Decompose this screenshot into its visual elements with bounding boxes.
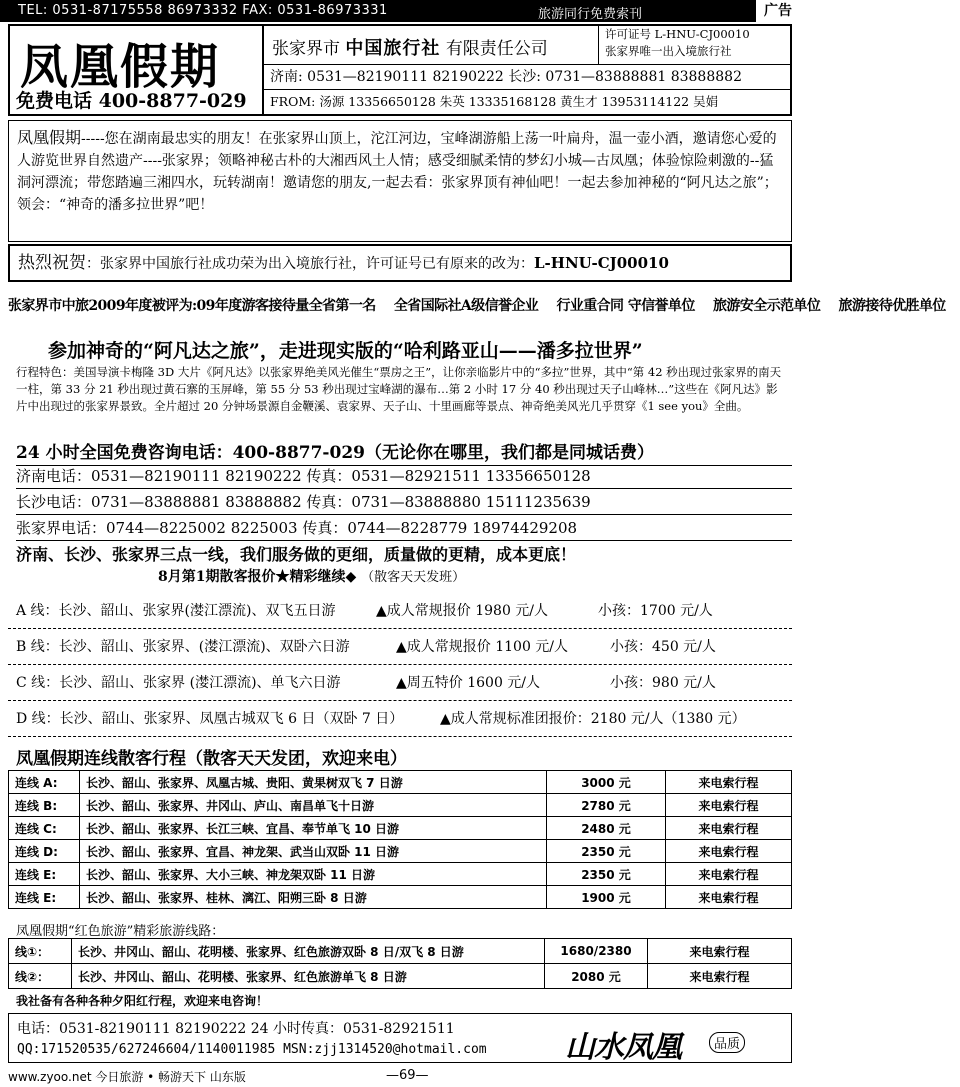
table-row xyxy=(9,863,792,886)
red-id: 线②： xyxy=(9,964,72,989)
city-phone-row: 长沙电话：0731—83888881 83888882 传真：0731—83888880 15111235639 xyxy=(16,490,792,515)
congrats-text: ：张家界中国旅行社成功荣为出入境旅行社，许可证号已有原来的改为： xyxy=(86,256,534,272)
congrats-label: 热烈祝贺 xyxy=(18,253,86,273)
divider xyxy=(8,628,792,629)
route-name: D 线：长沙、韶山、张家界、凤凰古城双飞 6 日（双卧 7 日） xyxy=(16,711,404,727)
route-row xyxy=(16,636,792,656)
august-note: （散客天天发班） xyxy=(361,570,466,585)
route-name: A 线：长沙、韶山、张家界(漤江漂流)、双飞五日游 xyxy=(16,603,336,619)
city-phone-row: 济南电话：0531—82190111 82190222 传真：0531—82921511 13356650128 xyxy=(16,464,792,489)
route-name: B 线：长沙、韶山、张家界、(漤江漂流)、双卧六日游 xyxy=(16,639,350,655)
brand-free-phone: 免费电话 400-8877-029 xyxy=(16,90,247,112)
line-price: 2780 元 xyxy=(547,794,666,817)
brand-block xyxy=(10,26,264,114)
divider xyxy=(8,664,792,665)
divider xyxy=(8,736,792,737)
city-phone-row: 张家界电话：0744—8225002 8225003 传真：0744—8228779 18974429208 xyxy=(16,516,792,541)
line-price: 2350 元 xyxy=(547,863,666,886)
tour-feature-text: 行程特色：美国导演卡梅隆 3D 大片《阿凡达》以张家界绝美风光催生“票房之王”，让你亲临影片中的“多拉”世界，其中“第 42 秒出现过张家界的南天一柱，第 33 分 21 秒出现过黄石寨的玉屏峰，第 55 分 53 秒出现过宝峰湖的瀑布…第 2 小时 17 分 40 秒出现过天子山峰林…”这些在《阿凡达》影片中出现过的张家界景致。全片超过 20 分钟场景源自金鞭溪、袁家界、天子山、十里画廊等景点、神奇绝美风光几乎贯穿《1 see you》全曲。 xyxy=(16,365,782,413)
line-tours-table xyxy=(8,770,792,909)
table-row xyxy=(9,964,792,989)
line-route: 长沙、韶山、张家界、凤凰古城、贵阳、黄果树双飞 7 日游 xyxy=(80,771,547,794)
table-row xyxy=(9,794,792,817)
award-item: 张家界市中旅2009年度被评为:09年度游客接待量全省第一名 xyxy=(8,298,376,314)
contact-phone-line: 电话：0531-82190111 82190222 24 小时传真：0531-82921511 xyxy=(17,1021,455,1037)
service-slogan: 济南、长沙、张家界三点一线，我们服务做的更细，质量做的更精，成本更底！ xyxy=(16,545,577,564)
table-row xyxy=(9,840,792,863)
award-item: 全省国际社A级信誉企业 xyxy=(393,298,539,314)
contact-im-line: QQ:171520535/627246604/1140011985 MSN:zjj1314520@hotmail.com xyxy=(17,1042,487,1057)
route-child-price: 小孩：450 元/人 xyxy=(610,639,716,655)
line-price: 3000 元 xyxy=(547,771,666,794)
line-contact: 来电索行程 xyxy=(666,886,792,909)
table-row xyxy=(9,771,792,794)
route-price: ▲成人常规报价 1980 元/人 xyxy=(376,603,549,619)
top-tagline: 旅游同行免费索刊 xyxy=(538,7,643,22)
route-child-price: 小孩：980 元/人 xyxy=(610,675,716,691)
line-price: 2350 元 xyxy=(547,840,666,863)
red-route: 长沙、井冈山、韶山、花明楼、张家界、红色旅游双卧 8 日/双飞 8 日游 xyxy=(72,939,545,964)
line-route: 长沙、韶山、张家界、桂林、漓江、阳朔三卧 8 日游 xyxy=(80,886,547,909)
license-number: 许可证号 L-HNU-CJ00010 xyxy=(605,27,750,41)
shanshui-logo: 山水凤凰 xyxy=(565,1030,681,1065)
table-row xyxy=(9,886,792,909)
route-child-price: 小孩：1700 元/人 xyxy=(598,603,713,619)
contact-box xyxy=(8,1013,792,1063)
red-id: 线①： xyxy=(9,939,72,964)
company-row xyxy=(262,26,790,65)
hotline: 24 小时全国免费咨询电话：400-8877-029（无论你在哪里，我们都是同城话费） xyxy=(16,438,792,466)
route-price: ▲成人常规报价 1100 元/人 xyxy=(396,639,569,655)
red-price: 1680/2380 xyxy=(545,939,648,964)
license-block xyxy=(598,26,791,64)
table-row xyxy=(9,817,792,840)
route-price: ▲成人常规标准团报价：2180 元/人（1380 元） xyxy=(440,711,746,727)
company-name xyxy=(272,34,548,60)
intro-text: -----您在湖南最忠实的朋友！在张家界山顶上，沱江河边，宝峰湖游船上荡一叶扁舟，温一壶小酒，邀请您心爱的人游览世界自然遗产----张家界；领略神秘古朴的大湘西风土人情；感受细腻柔情的梦幻小城—古凤凰；体验惊险刺激的--猛洞河漂流；带您踏遍三湘四水，玩转湖南！邀请您的朋友,一起去看：张家界顶有神仙吧！一起去参加神秘的“阿凡达之旅”；领会：“神奇的潘多拉世界”吧！ xyxy=(17,131,778,213)
route-row xyxy=(16,708,792,728)
line-route: 长沙、韶山、张家界、大小三峡、神龙架双卧 11 日游 xyxy=(80,863,547,886)
footer-site: www.zyoo.net 今日旅游 • 畅游天下 山东版 xyxy=(8,1070,246,1084)
top-contact-bar xyxy=(0,0,800,22)
page-footer xyxy=(8,1068,792,1085)
red-tours-table xyxy=(8,938,792,989)
red-tour-title: 凤凰假期“红色旅游”精彩旅游线路： xyxy=(16,924,225,939)
ad-tag: 广告 xyxy=(756,0,800,22)
line-id: 连线 D: xyxy=(9,840,80,863)
line-route: 长沙、韶山、张家界、长江三峡、宜昌、奉节单飞 10 日游 xyxy=(80,817,547,840)
line-route: 长沙、韶山、张家界、井冈山、庐山、南昌单飞十日游 xyxy=(80,794,547,817)
august-title: 8月第1期散客报价★精彩继续◆ xyxy=(158,569,357,585)
line-tours-title: 凤凰假期连线散客行程（散客天天发团，欢迎来电） xyxy=(16,749,407,769)
red-contact: 来电索行程 xyxy=(648,964,792,989)
header-from-row: FROM: 汤源 13356650128 朱英 13335168128 黄生才 13953114122 吴娟 xyxy=(270,94,719,109)
award-item: 旅游安全示范单位 xyxy=(713,298,821,314)
intro-box xyxy=(8,120,792,242)
line-contact: 来电索行程 xyxy=(666,840,792,863)
line-contact: 来电索行程 xyxy=(666,771,792,794)
company-suffix: 有限责任公司 xyxy=(445,39,548,59)
red-contact: 来电索行程 xyxy=(648,939,792,964)
award-item: 行业重合同 守信誉单位 xyxy=(556,298,695,314)
company-mark: 中国旅行社 xyxy=(345,38,441,59)
avatar-tour-title: 参加神奇的“阿凡达之旅”，走进现实版的“哈利路亚山——潘多拉世界” xyxy=(48,340,643,362)
line-id: 连线 B: xyxy=(9,794,80,817)
red-price: 2080 元 xyxy=(545,964,648,989)
route-price: ▲周五特价 1600 元/人 xyxy=(396,675,541,691)
table-row xyxy=(9,939,792,964)
divider xyxy=(8,700,792,701)
license-note: 张家界唯一出入境旅行社 xyxy=(605,44,732,58)
route-row xyxy=(16,600,792,620)
line-route: 长沙、韶山、张家界、宜昌、神龙架、武当山双卧 11 日游 xyxy=(80,840,547,863)
line-price: 1900 元 xyxy=(547,886,666,909)
brand-name: 凤凰假期 xyxy=(20,39,221,95)
route-name: C 线：长沙、韶山、张家界 (漤江漂流)、单飞六日游 xyxy=(16,675,341,691)
page-number: —69— xyxy=(386,1068,429,1083)
congrats-code: L-HNU-CJ00010 xyxy=(534,254,669,272)
line-contact: 来电索行程 xyxy=(666,794,792,817)
awards-row xyxy=(8,295,946,315)
red-route: 长沙、井冈山、韶山、花明楼、张家界、红色旅游单飞 8 日游 xyxy=(72,964,545,989)
line-id: 连线 C: xyxy=(9,817,80,840)
route-row xyxy=(16,672,792,692)
line-id: 连线 A: xyxy=(9,771,80,794)
top-contacts: TEL: 0531-87175558 86973332 FAX: 0531-86973331 xyxy=(18,3,388,18)
august-price-heading xyxy=(158,566,465,586)
award-item: 旅游接待优胜单位 xyxy=(838,298,946,314)
line-contact: 来电索行程 xyxy=(666,863,792,886)
line-price: 2480 元 xyxy=(547,817,666,840)
company-city: 张家界市 xyxy=(272,39,340,59)
line-contact: 来电索行程 xyxy=(666,817,792,840)
sunset-tour-note: 我社备有各种各种夕阳红行程，欢迎来电咨询！ xyxy=(16,994,269,1008)
line-id: 连线 E: xyxy=(9,886,80,909)
quality-mark: 品质 xyxy=(709,1032,745,1053)
header-box xyxy=(8,24,792,116)
header-phone-row: 济南: 0531—82190111 82190222 长沙: 0731—83888881 83888882 xyxy=(262,64,790,90)
line-id: 连线 E: xyxy=(9,863,80,886)
intro-lead: 凤凰假期 xyxy=(17,128,82,147)
congrats-box xyxy=(8,244,792,282)
